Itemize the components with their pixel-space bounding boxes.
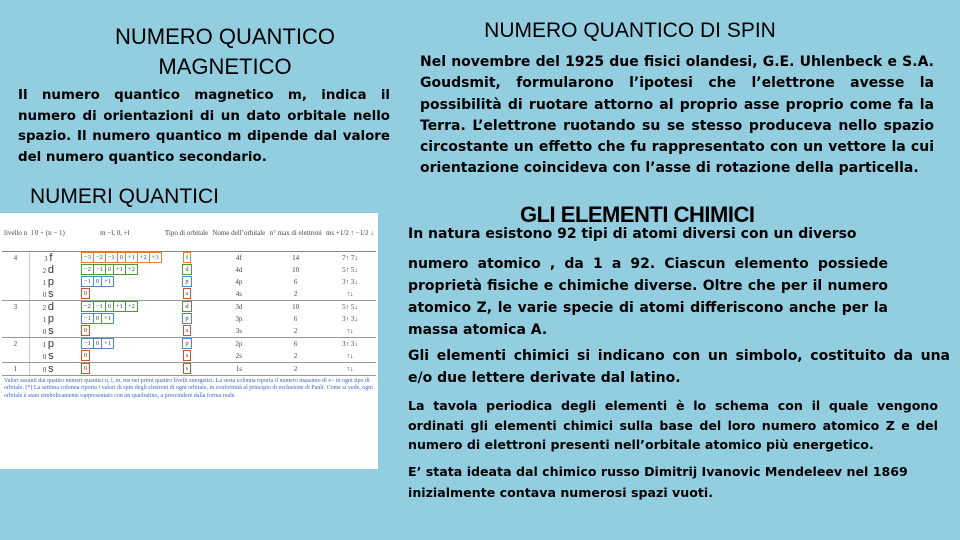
- orbital-name: 2s: [235, 351, 242, 360]
- spin-values: 7↑ 7↓: [342, 253, 358, 262]
- orbital-box: +2: [137, 252, 150, 263]
- cell-spin: [324, 313, 376, 325]
- spin-text: Nel novembre del 1925 due fisici olandesi, G.E. Uhlenbeck e S.A. Goudsmit, formularono l’ipotesi che l’elettrone avesse la possibilità di ruotare attorno al proprio asse proprio come fa la Terra. L’elettrone ruotando su se stesso produceva nello spazio circostante un effetto che fu rappresentato con un vettore la cui orientazione coincideva con l’asse di rotazione della particella.: [420, 54, 934, 177]
- orbital-box: −1: [81, 338, 94, 349]
- table-row: [2, 288, 376, 301]
- spin-values: 5↑ 5↓: [342, 302, 358, 311]
- cell-nome: [210, 337, 267, 350]
- cell-l: [29, 337, 67, 350]
- cell-spin: [324, 288, 376, 301]
- orbital-type: p: [182, 276, 191, 287]
- l-letter: p: [47, 337, 54, 350]
- max-electrons: 2: [293, 351, 298, 360]
- cell-tipo: [163, 276, 210, 288]
- cell-max: [267, 300, 323, 313]
- l-letter: p: [47, 312, 54, 325]
- cell-l: [29, 350, 67, 363]
- spin-title: NUMERO QUANTICO DI SPIN: [484, 19, 776, 42]
- cell-max: [267, 276, 323, 288]
- spin-values: ↑↓: [346, 364, 354, 373]
- orbital-name: 3d: [235, 302, 243, 311]
- table-header: n° max di elettroni: [267, 215, 323, 251]
- orbital-box: −1: [81, 276, 94, 287]
- elementi-p2: numero atomico , da 1 a 92. Ciascun elemento possiede proprietà fisiche e chimiche diverse. Oltre che per il numero atomico Z, le varie specie di atomi differiscono anche per la massa atomica A.: [408, 256, 888, 338]
- cell-l: [29, 325, 67, 338]
- spin-values: ↑↓: [346, 351, 354, 360]
- orbital-box: 0: [117, 252, 126, 263]
- table-row: [2, 362, 376, 375]
- cell-m: [67, 350, 163, 363]
- cell-m: [67, 264, 163, 276]
- cell-max: [267, 362, 323, 375]
- cell-max: [267, 251, 323, 264]
- cell-l: [29, 276, 67, 288]
- cell-m: [67, 325, 163, 338]
- orbital-box: +1: [101, 338, 114, 349]
- table-header: ms +1/2 ↑ −1/2 ↓: [324, 215, 376, 251]
- table-header: l 0 ÷ (n − 1): [29, 215, 67, 251]
- orbital-box: +1: [113, 301, 126, 312]
- cell-m: [67, 276, 163, 288]
- orbital-box: +1: [113, 264, 126, 275]
- cell-nome: [210, 264, 267, 276]
- cell-level: [2, 313, 29, 325]
- l-value: 0: [42, 327, 47, 336]
- cell-spin: [324, 264, 376, 276]
- cell-max: [267, 288, 323, 301]
- cell-l: [29, 251, 67, 264]
- cell-tipo: [163, 300, 210, 313]
- spin-values: 3↑ 3↓: [342, 339, 358, 348]
- cell-m: [67, 251, 163, 264]
- cell-l: [29, 362, 67, 375]
- cell-level: [2, 337, 29, 350]
- l-letter: f: [49, 251, 53, 264]
- cell-level: [2, 325, 29, 338]
- table-row: [2, 251, 376, 264]
- l-letter: d: [47, 300, 54, 313]
- orbital-box: 0: [81, 350, 90, 361]
- cell-spin: [324, 337, 376, 350]
- table-header: livello n: [2, 215, 29, 251]
- cell-spin: [324, 300, 376, 313]
- l-value: 2: [42, 266, 47, 275]
- cell-spin: [324, 350, 376, 363]
- elementi-p1: In natura esistono 92 tipi di atomi diversi con un diverso: [408, 226, 857, 242]
- l-letter: s: [48, 324, 54, 337]
- level: 1: [13, 364, 18, 373]
- orbital-type: p: [182, 313, 191, 324]
- max-electrons: 6: [293, 314, 298, 323]
- orbital-type: s: [183, 288, 192, 299]
- cell-nome: [210, 288, 267, 301]
- level: 4: [13, 253, 18, 262]
- orbital-box: −1: [93, 264, 106, 275]
- cell-m: [67, 300, 163, 313]
- l-letter: s: [48, 349, 54, 362]
- orbital-type: s: [183, 350, 192, 361]
- cell-nome: [210, 362, 267, 375]
- elementi-p3: Gli elementi chimici si indicano con un simbolo, costituito da una e/o due lettere derivate dal latino.: [408, 348, 950, 386]
- orbital-name: 2p: [235, 339, 243, 348]
- cell-tipo: [163, 251, 210, 264]
- cell-level: [2, 300, 29, 313]
- quantum-numbers-table-image: [0, 213, 378, 469]
- spin-values: 5↑ 5↓: [342, 265, 358, 274]
- cell-level: [2, 288, 29, 301]
- elementi-title: GLI ELEMENTI CHIMICI: [520, 202, 755, 227]
- orbital-box: 0: [105, 264, 114, 275]
- cell-m: [67, 288, 163, 301]
- orbital-type: p: [182, 338, 191, 349]
- orbital-type: s: [183, 325, 192, 336]
- cell-tipo: [163, 337, 210, 350]
- level: 3: [13, 302, 18, 311]
- orbital-name: 4p: [235, 277, 243, 286]
- table-row: [2, 300, 376, 313]
- orbital-box: −1: [81, 313, 94, 324]
- l-letter: d: [47, 263, 54, 276]
- max-electrons: 10: [292, 302, 300, 311]
- magnetico-title: NUMERO QUANTICO MAGNETICO: [115, 24, 335, 79]
- cell-level: [2, 264, 29, 276]
- orbital-name: 1s: [235, 364, 242, 373]
- max-electrons: 2: [293, 289, 298, 298]
- l-value: 0: [42, 290, 47, 299]
- orbital-name: 3p: [235, 314, 243, 323]
- table-header: Nome dell’orbitale: [210, 215, 267, 251]
- cell-m: [67, 313, 163, 325]
- elementi-p4: La tavola periodica degli elementi è lo schema con il quale vengono ordinati gli elementi chimici sulla base del loro numero atomico Z e del numero di elettroni presenti nell’orbitale atomico più energetico.: [408, 398, 938, 452]
- orbital-box: 0: [81, 288, 90, 299]
- cell-level: [2, 276, 29, 288]
- orbital-box: 0: [93, 338, 102, 349]
- table-row: [2, 350, 376, 363]
- cell-spin: [324, 325, 376, 338]
- cell-tipo: [163, 362, 210, 375]
- l-letter: s: [48, 287, 54, 300]
- table-header: m −l, 0, +l: [67, 215, 163, 251]
- cell-nome: [210, 325, 267, 338]
- orbital-type: d: [182, 301, 191, 312]
- cell-tipo: [163, 350, 210, 363]
- l-value: 1: [42, 278, 47, 287]
- cell-max: [267, 264, 323, 276]
- cell-level: [2, 251, 29, 264]
- table-row: [2, 313, 376, 325]
- cell-level: [2, 362, 29, 375]
- spin-values: ↑↓: [346, 289, 354, 298]
- cell-tipo: [163, 325, 210, 338]
- table-header: Tipo di orbitale: [163, 215, 210, 251]
- l-value: 1: [42, 315, 47, 324]
- spin-values: 3↑ 3↓: [342, 314, 358, 323]
- orbital-type: f: [183, 252, 191, 263]
- orbital-box: +1: [101, 276, 114, 287]
- orbital-box: 0: [105, 301, 114, 312]
- table-row: [2, 337, 376, 350]
- orbital-box: −2: [81, 301, 94, 312]
- cell-nome: [210, 251, 267, 264]
- orbital-box: −1: [93, 301, 106, 312]
- orbital-type: s: [183, 363, 192, 374]
- orbital-box: −2: [81, 264, 94, 275]
- l-value: 0: [42, 352, 47, 361]
- cell-nome: [210, 276, 267, 288]
- cell-nome: [210, 313, 267, 325]
- elementi-p5: E’ stata ideata dal chimico russo Dimitrij Ivanovic Mendeleev nel 1869 inizialmente contava numerosi spazi vuoti.: [408, 464, 908, 500]
- orbital-box: +1: [101, 313, 114, 324]
- orbital-name: 4d: [235, 265, 243, 274]
- cell-tipo: [163, 313, 210, 325]
- cell-l: [29, 288, 67, 301]
- cell-m: [67, 362, 163, 375]
- orbital-box: 0: [93, 276, 102, 287]
- orbital-box: 0: [93, 313, 102, 324]
- cell-nome: [210, 350, 267, 363]
- max-electrons: 2: [293, 364, 298, 373]
- level: 2: [13, 339, 18, 348]
- cell-l: [29, 313, 67, 325]
- orbital-box: −1: [105, 252, 118, 263]
- max-electrons: 6: [293, 277, 298, 286]
- orbital-name: 4f: [235, 253, 242, 262]
- quantum-numbers-table: [2, 215, 376, 376]
- cell-m: [67, 337, 163, 350]
- cell-nome: [210, 300, 267, 313]
- orbital-name: 4s: [235, 289, 242, 298]
- cell-spin: [324, 251, 376, 264]
- orbital-box: +2: [125, 264, 138, 275]
- cell-max: [267, 350, 323, 363]
- cell-max: [267, 325, 323, 338]
- table-row: [2, 264, 376, 276]
- cell-level: [2, 350, 29, 363]
- orbital-box: +3: [149, 252, 162, 263]
- orbital-box: −3: [81, 252, 94, 263]
- table-caption: Valori assunti dai quattro numeri quantici n, l, m, ms nei primi quattro livelli energetici. La sesta colonna riporta il numero massimo di e− in ogni tipo di orbitale. (*) La settima colonna riporta i valori di spin degli elettroni di ogni orbitale, in conformità al principio di esclusione di Pauli. Come si vede, ogni orbitale è stato simbolicamente rappresentato con un quadratino, a prescindere dalla forma reale.: [4, 377, 373, 399]
- l-value: 0: [42, 365, 47, 374]
- orbital-box: +2: [125, 301, 138, 312]
- orbital-box: 0: [81, 363, 90, 374]
- magnetico-text: Il numero quantico magnetico m, indica il numero di orientazioni di un dato orbitale nello spazio. Il numero quantico m dipende dal valore del numero quantico secondario.: [18, 88, 390, 165]
- l-letter: p: [47, 275, 54, 288]
- cell-tipo: [163, 264, 210, 276]
- spin-values: 3↑ 3↓: [342, 277, 358, 286]
- cell-l: [29, 300, 67, 313]
- orbital-name: 3s: [235, 326, 242, 335]
- orbital-box: +1: [125, 252, 138, 263]
- cell-max: [267, 337, 323, 350]
- cell-l: [29, 264, 67, 276]
- orbital-box: 0: [81, 325, 90, 336]
- max-electrons: 10: [292, 265, 300, 274]
- cell-spin: [324, 276, 376, 288]
- max-electrons: 2: [293, 326, 298, 335]
- cell-tipo: [163, 288, 210, 301]
- l-letter: s: [48, 362, 54, 375]
- cell-spin: [324, 362, 376, 375]
- quantici-title: NUMERI QUANTICI: [30, 185, 219, 208]
- table-row: [2, 276, 376, 288]
- cell-max: [267, 313, 323, 325]
- l-value: 1: [42, 340, 47, 349]
- orbital-box: −2: [93, 252, 106, 263]
- l-value: 2: [42, 303, 47, 312]
- table-row: [2, 325, 376, 338]
- l-value: 3: [44, 254, 48, 263]
- orbital-type: d: [182, 264, 191, 275]
- spin-values: ↑↓: [346, 326, 354, 335]
- max-electrons: 6: [293, 339, 298, 348]
- max-electrons: 14: [292, 253, 300, 262]
